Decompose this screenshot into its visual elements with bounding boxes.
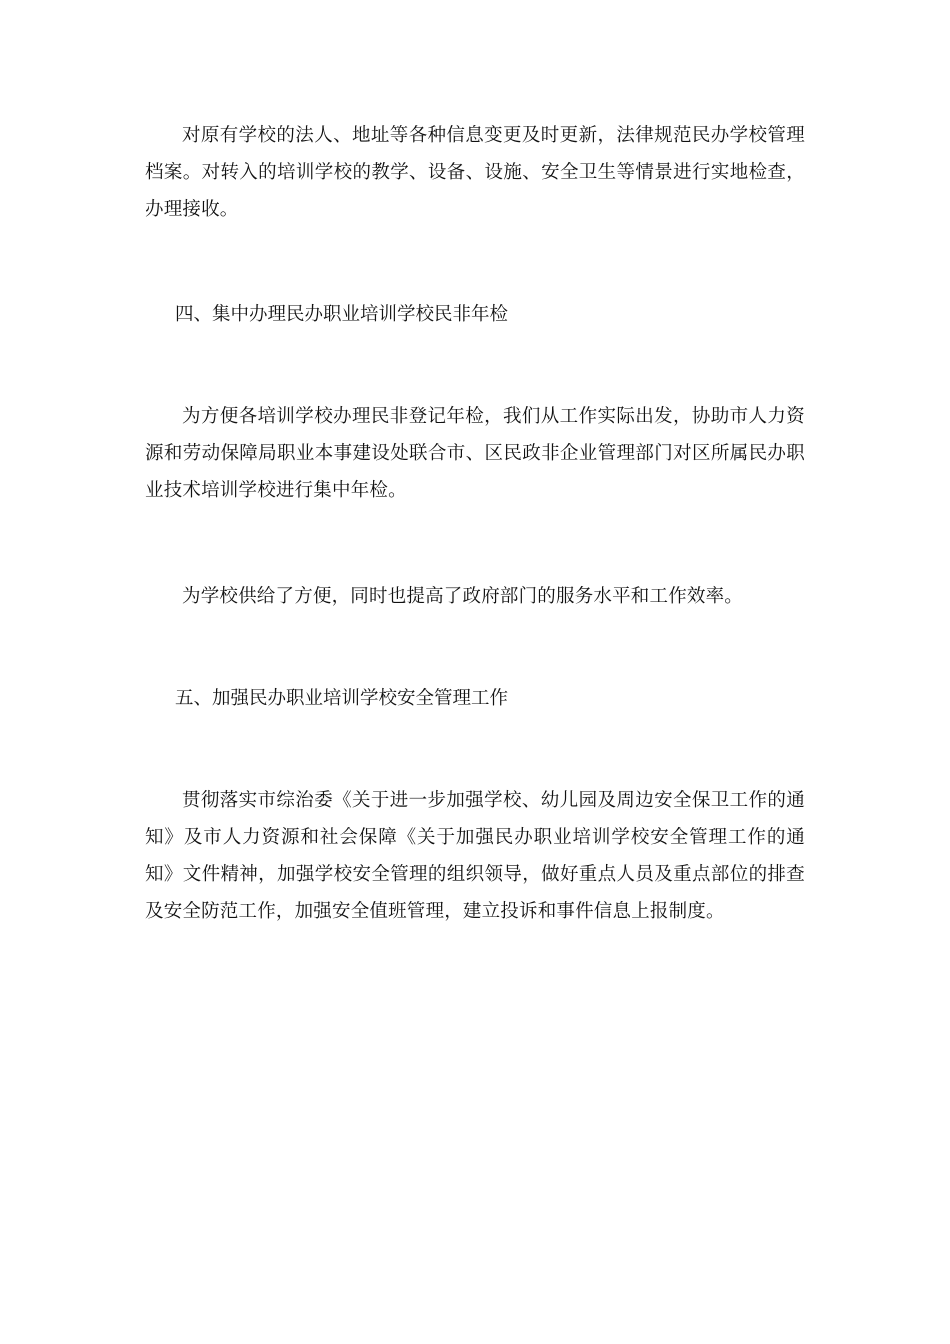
section-heading-safety-management: 五、加强民办职业培训学校安全管理工作 xyxy=(175,688,509,709)
paragraph-annual-inspection: 为方便各培训学校办理民非登记年检，我们从工作实际出发，协助市人力资源和劳动保障局职业本事建设处联合市、区民政非企业管理部门对区所属民办职业技术培训学校进行集中年检。 xyxy=(145,406,805,501)
section-heading-annual-inspection: 四、集中办理民办职业培训学校民非年检 xyxy=(175,304,509,325)
paragraph-convenience: 为学校供给了方便，同时也提高了政府部门的服务水平和工作效率。 xyxy=(182,586,744,607)
paragraph-archive-update: 对原有学校的法人、地址等各种信息变更及时更新，法律规范民办学校管理档案。对转入的培训学校的教学、设备、设施、安全卫生等情景进行实地检查，办理接收。 xyxy=(145,125,805,220)
paragraph-safety-management: 贯彻落实市综治委《关于进一步加强学校、幼儿园及周边安全保卫工作的通知》及市人力资源和社会保障《关于加强民办职业培训学校安全管理工作的通知》文件精神，加强学校安全管理的组织领导，做好重点人员及重点部位的排查及安全防范工作，加强安全值班管理，建立投诉和事件信息上报制度。 xyxy=(145,790,805,922)
